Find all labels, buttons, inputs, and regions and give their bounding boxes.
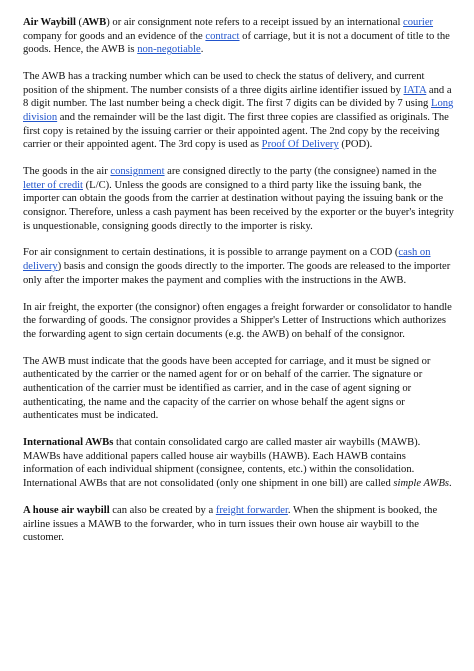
bold-term: International AWBs bbox=[23, 437, 114, 449]
text-run: ( bbox=[75, 17, 83, 28]
inline-link[interactable]: non-negotiable bbox=[137, 44, 201, 56]
paragraph bbox=[23, 301, 454, 342]
text-run: are consigned directly to the party (the consignee) named in the bbox=[164, 166, 437, 178]
text-run: For air consignment to certain destinations, it is possible to arrange payment on a COD ( bbox=[23, 247, 399, 259]
text-run: ) basis and consign the goods directly to the importer. The goods are released to the importer only after the importer makes the payment and complies with the instructions in the AWB. bbox=[23, 261, 451, 286]
bold-term: AWB bbox=[82, 17, 107, 28]
text-run: . When the shipment is booked, the airline issues a MAWB to the forwarder, who in turn issues their own house air waybill to the customer. bbox=[23, 504, 438, 544]
inline-link[interactable]: contract bbox=[205, 30, 240, 42]
text-run: The AWB has a tracking number which can be used to check the status of delivery, and current position of the shipment. The number consists of a three digits airline identifier issued by bbox=[23, 71, 425, 96]
inline-link[interactable]: consignment bbox=[110, 166, 165, 178]
text-run: In air freight, the exporter (the consignor) often engages a freight forwarder or consolidator to handle the forwarding of goods. The consignor provides a Shipper's Letter of Instructions which authorizes the forwarding agent to sign certain documents (e.g. the AWB) on behalf of the consignor. bbox=[23, 301, 452, 340]
paragraph bbox=[23, 165, 454, 233]
inline-link[interactable]: Proof Of Delivery bbox=[261, 139, 339, 151]
document-body bbox=[23, 16, 454, 545]
paragraph bbox=[23, 355, 454, 423]
text-run: and the remainder will be the last digit. The first three copies are classified as originals. The first copy is retained by the issuing carrier or their appointed agent. The 2nd copy by the receiving carrier or their appointed agent. The 3rd copy is used as bbox=[23, 111, 449, 151]
text-run: company for goods and an evidence of the bbox=[23, 30, 206, 42]
text-run: . bbox=[449, 477, 452, 489]
text-run: The AWB must indicate that the goods have been accepted for carriage, and it must be signed or authenticated by the carrier or the named agent for or on behalf of the carrier. The signature or authentication of the carrier must be identified as carrier, and in the case of agent signing or authenticating, the name and the capacity of the carrier on whose behalf the agent signs or authenticates must be indicated. bbox=[23, 355, 431, 422]
inline-link[interactable]: Long division bbox=[23, 98, 454, 123]
inline-link[interactable]: IATA bbox=[403, 84, 427, 96]
text-run: The goods in the air bbox=[23, 166, 111, 178]
text-run: of carriage, but it is not a document of title to the goods. Hence, the AWB is bbox=[23, 30, 450, 56]
text-run: that contain consolidated cargo are called master air waybills (MAWB). MAWBs have additional papers called house air waybills (HAWB). Each HAWB contains information of each individual shipment (consignee, contents, etc.) within the consolidation. International AWBs that are not consolidated (only one shipment in one bill) are called bbox=[23, 437, 421, 489]
text-run: . bbox=[200, 44, 204, 56]
text-run: can also be created by a bbox=[109, 504, 216, 516]
inline-link[interactable]: cash on delivery bbox=[23, 247, 431, 273]
inline-link[interactable]: letter of credit bbox=[23, 179, 83, 191]
paragraph bbox=[23, 436, 454, 490]
text-run: ) or air consignment note refers to a receipt issued by an international bbox=[106, 17, 404, 28]
text-run: and a 8 digit number. The last number being a check digit. The first 7 digits can be divided by 7 using bbox=[23, 84, 452, 110]
text-run: (POD). bbox=[338, 139, 373, 151]
paragraph bbox=[23, 504, 454, 545]
inline-link[interactable]: freight forwarder bbox=[215, 504, 288, 516]
italic-term: simple AWBs bbox=[393, 477, 450, 489]
bold-term: Air Waybill bbox=[23, 17, 76, 28]
inline-link[interactable]: courier bbox=[403, 17, 434, 28]
paragraph bbox=[23, 70, 454, 152]
text-run: (L/C). Unless the goods are consigned to a third party like the issuing bank, the importer can obtain the goods from the carrier at destination without paying the issuing bank or the consignor. Therefore, unless a cash payment has been received by the exporter or the buyer's integrity is unquestionable, consigning goods directly to the importer is risky. bbox=[23, 179, 454, 232]
paragraph bbox=[23, 16, 454, 57]
bold-term: A house air waybill bbox=[23, 504, 110, 516]
paragraph bbox=[23, 246, 454, 287]
